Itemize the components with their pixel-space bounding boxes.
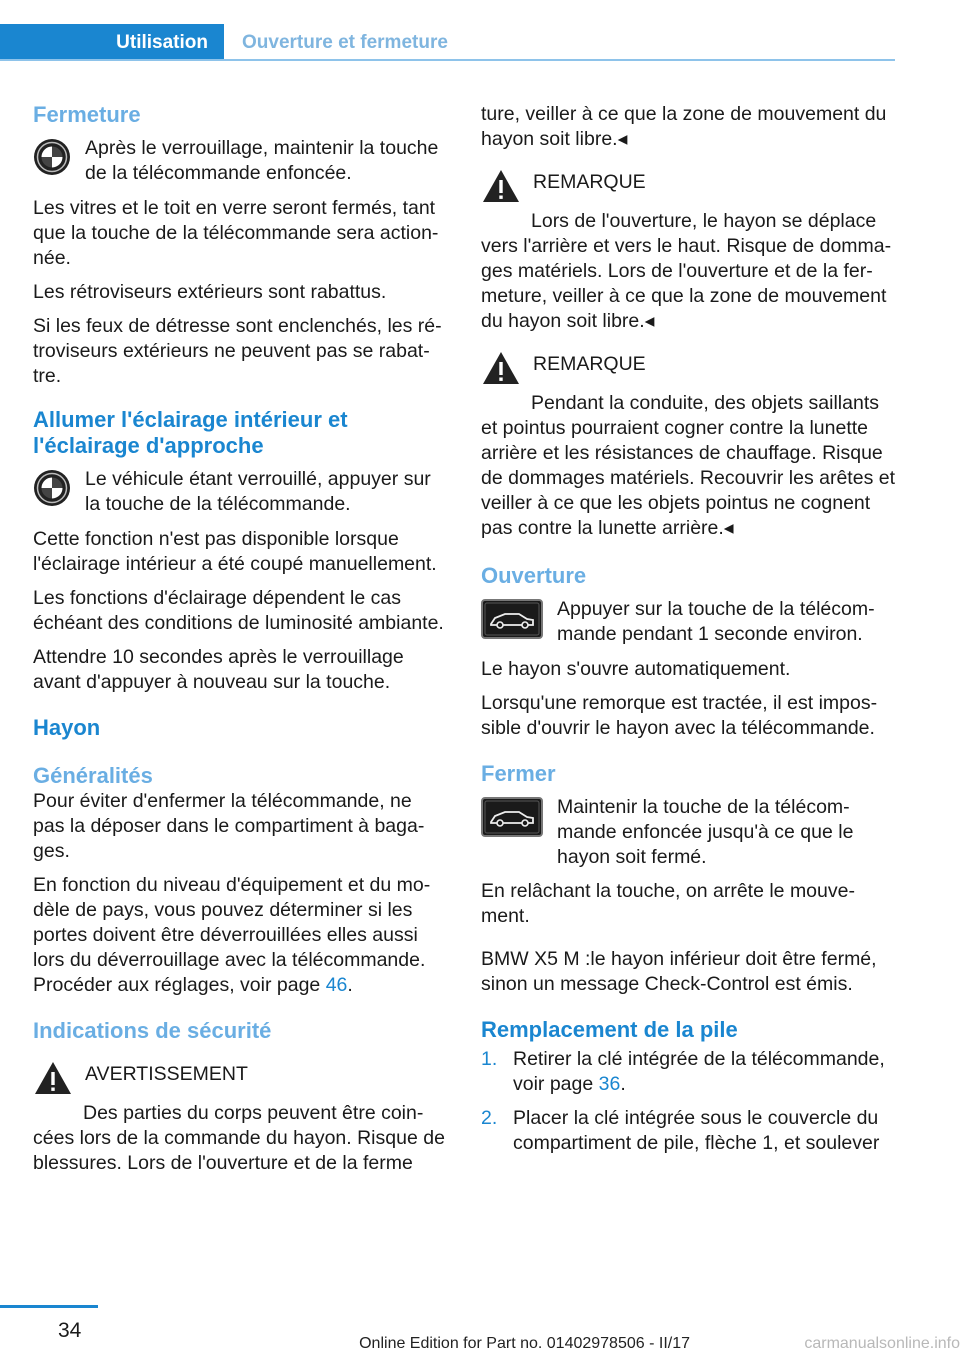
section-title-hayon: Hayon: [33, 715, 101, 740]
tailgate-button-icon: [481, 599, 543, 646]
paragraph-text: En fonction du niveau d'équipement et du modèle de pays, vous pouvez déterminer si les portes doivent être déverrouillées elles aussi lors du déverrouillage avec la télécommande. Procéder aux réglages, voir page: [33, 874, 431, 996]
instruction-text: Maintenir la touche de la télécommande enfoncée jusqu'à ce que le hayon soit fermé.: [557, 796, 854, 868]
paragraph: En fonction du niveau d'équipement et du modèle de pays, vous pouvez déterminer si les portes doivent être déverrouillées elles aussi lors du déverrouillage avec la télécommande. Procéder aux réglages, voir page 46.: [33, 874, 431, 996]
fermer-instruction: [481, 795, 896, 870]
section-title-securite: Indications de sécurité: [33, 1018, 272, 1043]
header-bar: [0, 24, 895, 61]
page-number: 34: [58, 1319, 82, 1342]
paragraph: Si les feux de détresse sont enclenchés, les rétroviseurs extérieurs ne peuvent pas se rabattre.: [33, 315, 442, 387]
list-item: [481, 1106, 896, 1156]
step-text: Placer la clé intégrée sous le couvercle du compartiment de pile, flèche 1, et soulever: [513, 1107, 880, 1154]
page-ref-link[interactable]: 46: [325, 974, 348, 996]
ouverture-instruction: [481, 597, 896, 647]
remark-text: Lors de l'ouverture, le hayon se déplace vers l'arrière et vers le haut. Risque de dommages matériels. Lors de l'ouverture et de la fermeture, veiller à ce que la zone de mouvement du hayon soit libre.◂: [481, 210, 892, 332]
section-title-eclairage: Allumer l'éclairage intérieur et l'éclairage d'approche: [33, 407, 348, 458]
step-number: 2.: [481, 1107, 498, 1129]
step-text: Retirer la clé intégrée de la télécommande, voir page 36.: [513, 1048, 885, 1095]
warning-block: [33, 1058, 448, 1176]
edition-text: Online Edition for Part no. 01402978506 - II/17: [359, 1335, 690, 1352]
warning-text: Des parties du corps peuvent être coincées lors de la commande du hayon. Risque de blessures. Lors de l'ouverture et de la ferme: [33, 1102, 445, 1174]
warning-label: AVERTISSEMENT: [85, 1063, 248, 1085]
steps-list: [481, 1047, 896, 1156]
paragraph: Attendre 10 secondes après le verrouillage avant d'appuyer à nouveau sur la touche.: [33, 646, 404, 693]
step-number: 1.: [481, 1048, 498, 1070]
bmw-key-icon: [33, 469, 71, 514]
paragraph: Le hayon s'ouvre automatiquement.: [481, 658, 791, 680]
eclairage-instruction: [33, 467, 448, 517]
paragraph: Cette fonction n'est pas disponible lorsque l'éclairage intérieur a été coupé manuellement.: [33, 528, 437, 575]
warning-triangle-icon: [481, 350, 521, 393]
section-title-fermeture: Fermeture: [33, 102, 141, 127]
list-item: [481, 1047, 896, 1097]
section-title-ouverture: Ouverture: [481, 563, 587, 588]
section-title-generalites: Généralités: [33, 763, 153, 788]
left-column: [33, 102, 448, 1186]
warning-triangle-icon: [481, 168, 521, 211]
section-title-fermer: Fermer: [481, 761, 556, 786]
section-title-pile: Remplacement de la pile: [481, 1017, 738, 1042]
warning-triangle-icon: [33, 1060, 73, 1103]
remark-text: Pendant la conduite, des objets saillants et pointus pourraient cogner contre la lunette arrière et les résistances de chauffage. Risque de dommages matériels. Recouvrir les arêtes et veiller à ce que les objets pointus ne cognent pas contre la lunette arrière.◂: [481, 392, 896, 539]
tailgate-button-icon: [481, 797, 543, 844]
header-rule: [0, 59, 895, 61]
paragraph: En relâchant la touche, on arrête le mouvement.: [481, 880, 855, 927]
remark-label: REMARQUE: [533, 353, 646, 375]
remark-block: [481, 348, 896, 541]
paragraph: Les rétroviseurs extérieurs sont rabattus.: [33, 281, 387, 303]
instruction-text: Appuyer sur la touche de la télécommande pendant 1 seconde environ.: [557, 598, 875, 645]
watermark: carmanualsonline.info: [804, 1335, 960, 1352]
remark-label: REMARQUE: [533, 171, 646, 193]
page-ref-link[interactable]: 36: [598, 1073, 621, 1095]
paragraph: ture, veiller à ce que la zone de mouvement du hayon soit libre.◂: [481, 103, 887, 150]
paragraph: Pour éviter d'enfermer la télécommande, ne pas la déposer dans le compartiment à bagages.: [33, 790, 425, 862]
paragraph: Les fonctions d'éclairage dépendent le cas échéant des conditions de luminosité ambiante.: [33, 587, 444, 634]
right-column: [481, 102, 896, 1165]
fermeture-instruction: [33, 136, 448, 186]
remark-block: [481, 166, 896, 334]
tab-ouverture-fermeture[interactable]: Ouverture et fermeture: [242, 32, 448, 53]
footer-rule: [0, 1305, 98, 1308]
paragraph: BMW X5 M :le hayon inférieur doit être fermé, sinon un message Check-Control est émis.: [481, 948, 877, 995]
instruction-text: Le véhicule étant verrouillé, appuyer sur la touche de la télécommande.: [85, 468, 431, 515]
paragraph: Lorsqu'une remorque est tractée, il est impossible d'ouvrir le hayon avec la télécommande.: [481, 692, 878, 739]
instruction-text: Après le verrouillage, maintenir la touche de la télécommande enfoncée.: [85, 137, 439, 184]
tab-utilisation[interactable]: Utilisation: [0, 24, 224, 61]
bmw-key-icon: [33, 138, 71, 183]
paragraph: Les vitres et le toit en verre seront fermés, tant que la touche de la télécommande sera actionnée.: [33, 197, 439, 269]
